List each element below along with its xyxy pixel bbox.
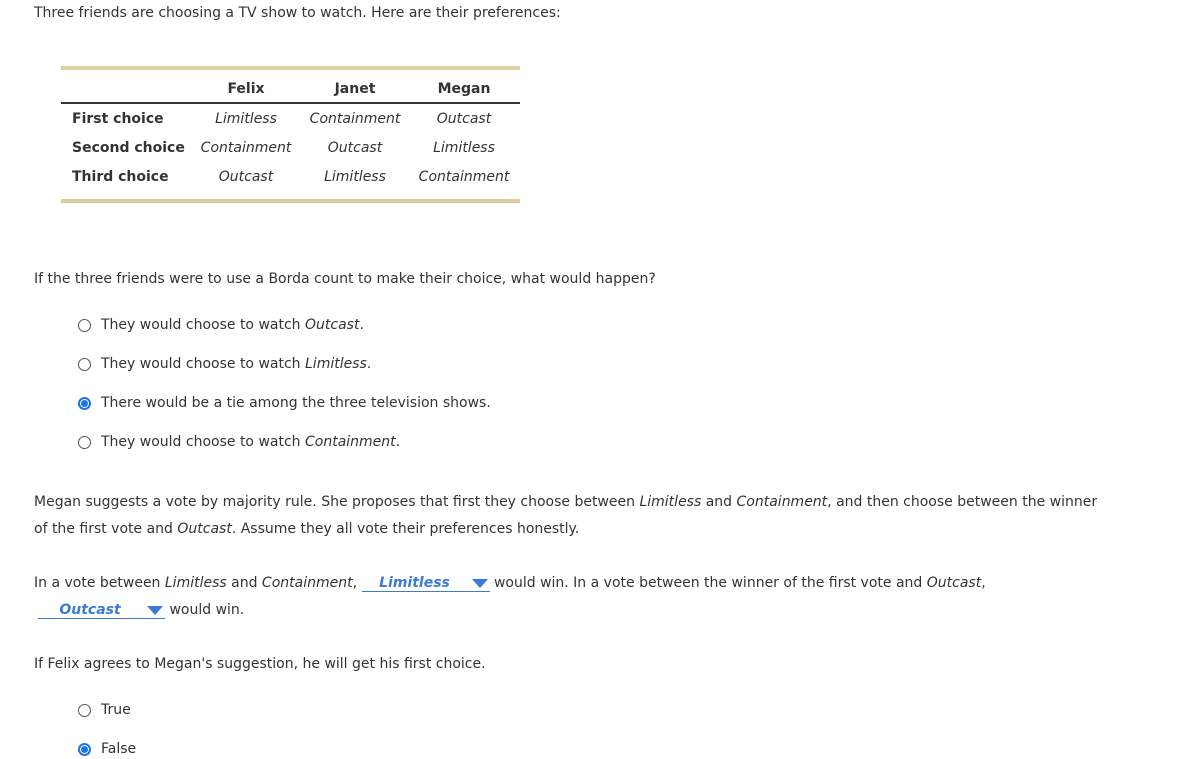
caret-down-icon: [472, 579, 488, 588]
majority-rule-paragraph-line2: of the first vote and Outcast. Assume they all vote their preferences honestly.: [34, 521, 580, 537]
option-label: They would choose to watch Outcast.: [101, 317, 364, 333]
intro-text: Three friends are choosing a TV show to watch. Here are their preferences:: [34, 5, 561, 21]
table-cell: Outcast: [327, 140, 383, 156]
option-label: They would choose to watch Limitless.: [101, 356, 372, 372]
table-cell: Containment: [418, 169, 510, 185]
table-bottom-rule: [61, 199, 520, 203]
column-header-felix: Felix: [227, 81, 265, 97]
table-cell: Outcast: [436, 111, 492, 127]
option-label: True: [101, 702, 131, 718]
option-label: They would choose to watch Containment.: [101, 434, 401, 450]
radio-button[interactable]: [78, 704, 91, 717]
felix-question: If Felix agrees to Megan's suggestion, he will get his first choice.: [34, 656, 486, 672]
radio-button-selected[interactable]: [78, 397, 91, 410]
table-cell: Outcast: [218, 169, 274, 185]
vote-sentence-line2: Outcast would win.: [34, 602, 244, 619]
table-cell: Containment: [200, 140, 292, 156]
row-label-third-choice: Third choice: [72, 169, 169, 185]
table-header-rule: [61, 102, 520, 104]
borda-option-tie[interactable]: [78, 393, 491, 413]
radio-button[interactable]: [78, 319, 91, 332]
borda-option-outcast[interactable]: [78, 315, 364, 335]
table-cell: Limitless: [215, 111, 277, 127]
borda-question: If the three friends were to use a Borda count to make their choice, what would happen?: [34, 271, 656, 287]
dropdown-value: Outcast: [59, 602, 121, 618]
row-label-second-choice: Second choice: [72, 140, 185, 156]
column-header-megan: Megan: [437, 81, 491, 97]
option-true[interactable]: [78, 700, 131, 720]
column-header-janet: Janet: [334, 81, 376, 97]
radio-button[interactable]: [78, 436, 91, 449]
table-top-rule: [61, 66, 520, 70]
majority-rule-paragraph-line1: Megan suggests a vote by majority rule. She proposes that first they choose between Limitless and Containment, and then choose between the winner: [34, 494, 1098, 510]
option-label: False: [101, 741, 137, 757]
table-cell: Containment: [309, 111, 401, 127]
vote-sentence-line1: In a vote between Limitless and Containment, Limitless would win. In a vote between the winner of the first vote and Outcast,: [34, 575, 986, 591]
table-cell: Limitless: [324, 169, 386, 185]
radio-button-selected[interactable]: [78, 743, 91, 756]
dropdown-value: Limitless: [379, 575, 450, 591]
borda-option-containment[interactable]: [78, 432, 400, 452]
borda-option-limitless[interactable]: [78, 354, 371, 374]
radio-button[interactable]: [78, 358, 91, 371]
second-vote-winner-dropdown[interactable]: [38, 602, 165, 619]
caret-down-icon: [147, 606, 163, 615]
option-false[interactable]: [78, 739, 136, 759]
row-label-first-choice: First choice: [72, 111, 164, 127]
table-cell: Limitless: [433, 140, 495, 156]
first-vote-winner-dropdown[interactable]: [362, 575, 490, 592]
option-label: There would be a tie among the three television shows.: [101, 395, 491, 411]
